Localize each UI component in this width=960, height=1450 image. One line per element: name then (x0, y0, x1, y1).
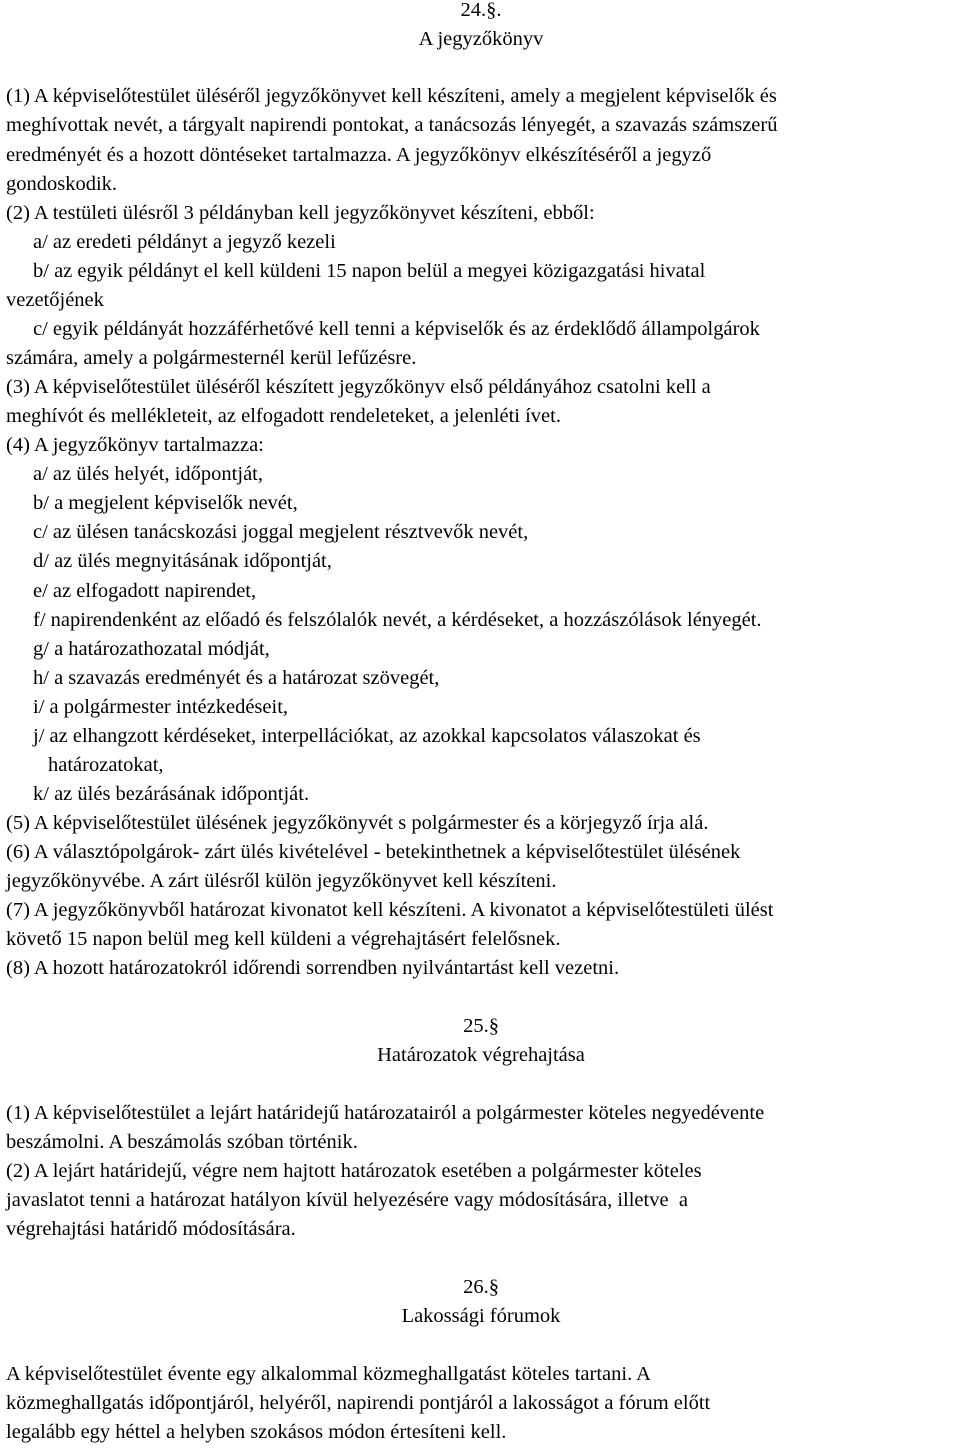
paragraph-line: beszámolni. A beszámolás szóban történik. (6, 1131, 358, 1153)
paragraph-line: (1) A képviselőtestület a lejárt határidejű határozatairól a polgármester köteles negyedévente (6, 1102, 765, 1124)
list-item: f/ napirendenként az előadó és felszólalók nevét, a kérdéseket, a hozzászólások lényegét. (33, 609, 762, 631)
list-item: d/ az ülés megnyitásának időpontját, (33, 550, 332, 572)
paragraph-line: (2) A lejárt határidejű, végre nem hajtott határozatok esetében a polgármester köteles (6, 1160, 702, 1182)
paragraph-line: követő 15 napon belül meg kell küldeni a végrehajtásért felelősnek. (6, 928, 561, 950)
paragraph-line: jegyzőkönyvébe. A zárt ülésről külön jegyzőkönyvet kell készíteni. (6, 870, 557, 892)
section-25-title: Határozatok végrehajtása (377, 1044, 585, 1066)
list-item: h/ a szavazás eredményét és a határozat szövegét, (33, 667, 440, 689)
paragraph-line: végrehajtási határidő módosítására. (6, 1218, 296, 1240)
paragraph-line: eredményét és a hozott döntéseket tartalmazza. A jegyzőkönyv elkészítéséről a jegyző (6, 144, 712, 166)
list-item: b/ a megjelent képviselők nevét, (33, 492, 298, 514)
list-item: j/ az elhangzott kérdéseket, interpellációkat, az azokkal kapcsolatos válaszokat és (33, 725, 701, 747)
section-24-title: A jegyzőkönyv (418, 28, 544, 50)
section-24-number: 24.§. (460, 0, 502, 21)
paragraph-line: (5) A képviselőtestület ülésének jegyzőkönyvét s polgármester és a körjegyző írja alá. (6, 812, 709, 834)
paragraph-line: (2) A testületi ülésről 3 példányban kell jegyzőkönyvet készíteni, ebből: (6, 202, 595, 224)
paragraph-line: (1) A képviselőtestület üléséről jegyzőkönyvet kell készíteni, amely a megjelent képviselők és (6, 85, 777, 107)
list-item: b/ az egyik példányt el kell küldeni 15 napon belül a megyei közigazgatási hivatal (33, 260, 706, 282)
section-26-number: 26.§ (463, 1276, 499, 1298)
paragraph-line: (4) A jegyzőkönyv tartalmazza: (6, 434, 264, 456)
section-26-title: Lakossági fórumok (401, 1305, 561, 1327)
paragraph-line: A képviselőtestület évente egy alkalommal közmeghallgatást köteles tartani. A (6, 1363, 651, 1385)
paragraph-line: (7) A jegyzőkönyvből határozat kivonatot kell készíteni. A kivonatot a képviselőtestületi ülést (6, 899, 774, 921)
list-item: c/ egyik példányát hozzáférhetővé kell tenni a képviselők és az érdeklődő állampolgárok (33, 318, 760, 340)
list-item: a/ az eredeti példányt a jegyző kezeli (33, 231, 336, 253)
paragraph-line: (3) A képviselőtestület üléséről készített jegyzőkönyv első példányához csatolni kell a (6, 376, 711, 398)
list-item: i/ a polgármester intézkedéseit, (33, 696, 289, 718)
list-item: g/ a határozathozatal módját, (33, 638, 270, 660)
paragraph-line: meghívottak nevét, a tárgyalt napirendi pontokat, a tanácsozás lényegét, a szavazás számszerű (6, 114, 778, 136)
paragraph-line: legalább egy héttel a helyben szokásos módon értesíteni kell. (6, 1421, 507, 1443)
section-25-number: 25.§ (463, 1015, 499, 1037)
list-item: e/ az elfogadott napirendet, (33, 580, 257, 602)
paragraph-line: gondoskodik. (6, 173, 118, 195)
paragraph-line: vezetőjének (6, 289, 104, 311)
paragraph-line: közmeghallgatás időpontjáról, helyéről, napirendi pontjáról a lakosságot a fórum előtt (6, 1392, 711, 1414)
list-item: c/ az ülésen tanácskozási joggal megjelent résztvevők nevét, (33, 521, 529, 543)
paragraph-line: (6) A választópolgárok- zárt ülés kivételével - betekinthetnek a képviselőtestület ülésének (6, 841, 741, 863)
list-item: k/ az ülés bezárásának időpontját. (33, 783, 310, 805)
paragraph-line: javaslatot tenni a határozat hatályon kívül helyezésére vagy módosítására, illetve a (6, 1189, 688, 1211)
paragraph-line: (8) A hozott határozatokról időrendi sorrendben nyilvántartást kell vezetni. (6, 957, 620, 979)
paragraph-line: számára, amely a polgármesternél kerül lefűzésre. (6, 347, 417, 369)
list-item-continuation: határozatokat, (48, 754, 164, 776)
list-item: a/ az ülés helyét, időpontját, (33, 463, 263, 485)
paragraph-line: meghívót és mellékleteit, az elfogadott rendeleteket, a jelenléti ívet. (6, 405, 561, 427)
